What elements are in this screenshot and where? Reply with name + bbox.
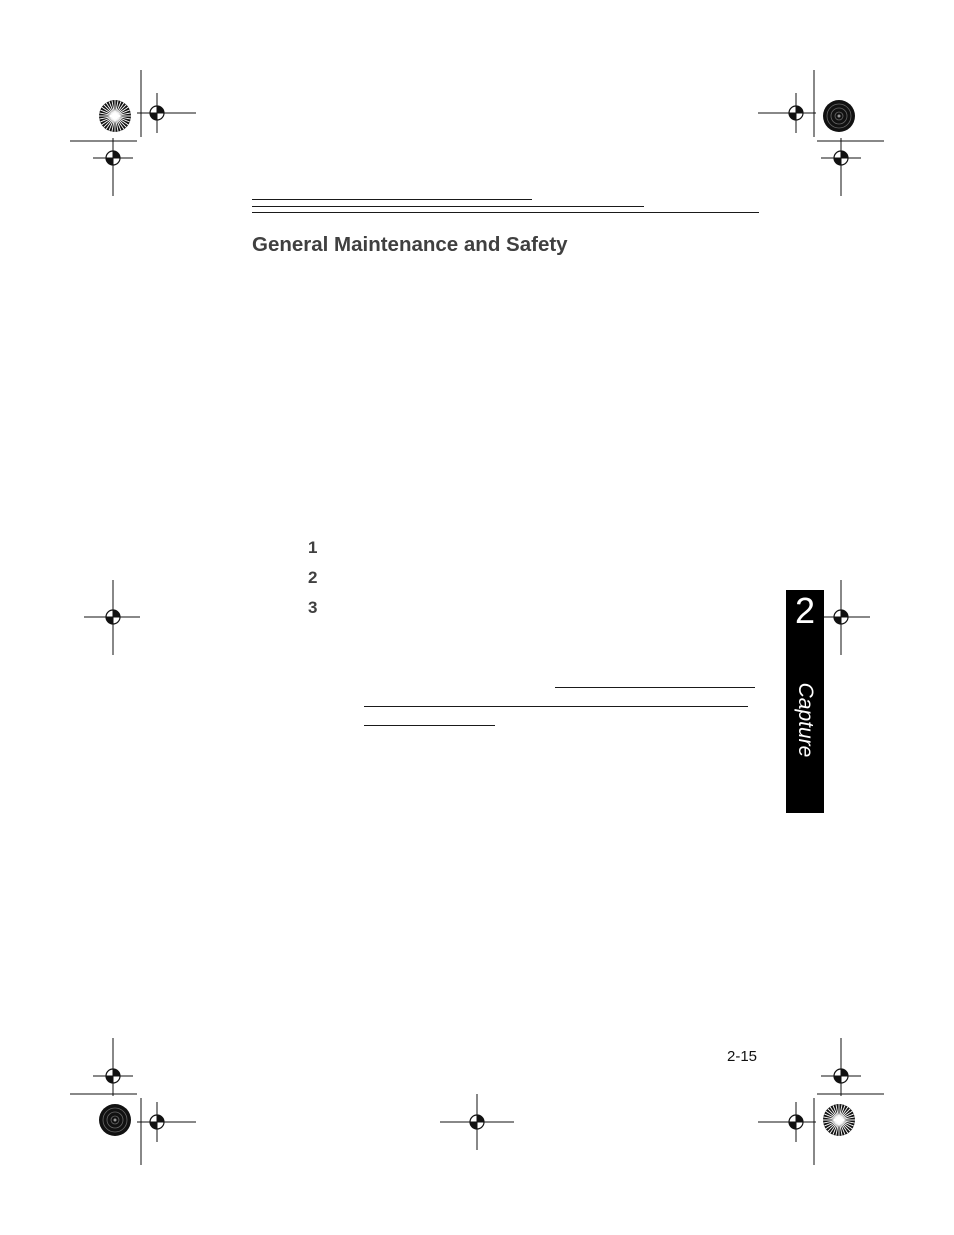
underline-rule-2 <box>364 706 748 707</box>
header-rule-3 <box>252 212 759 213</box>
chapter-number: 2 <box>794 590 816 631</box>
underline-rule-1 <box>555 687 755 688</box>
chapter-tab <box>786 590 824 813</box>
page-title: General Maintenance and Safety <box>252 233 568 256</box>
step-number-1: 1 <box>308 538 318 557</box>
header-rule-2 <box>252 206 644 207</box>
step-number-3: 3 <box>308 598 318 617</box>
page-number: 2-15 <box>727 1048 758 1065</box>
step-number-2: 2 <box>308 568 318 587</box>
chapter-label: Capture <box>794 682 817 758</box>
chapter-label-wrap <box>786 680 824 760</box>
header-rule-1 <box>252 199 532 200</box>
underline-rule-3 <box>364 725 495 726</box>
